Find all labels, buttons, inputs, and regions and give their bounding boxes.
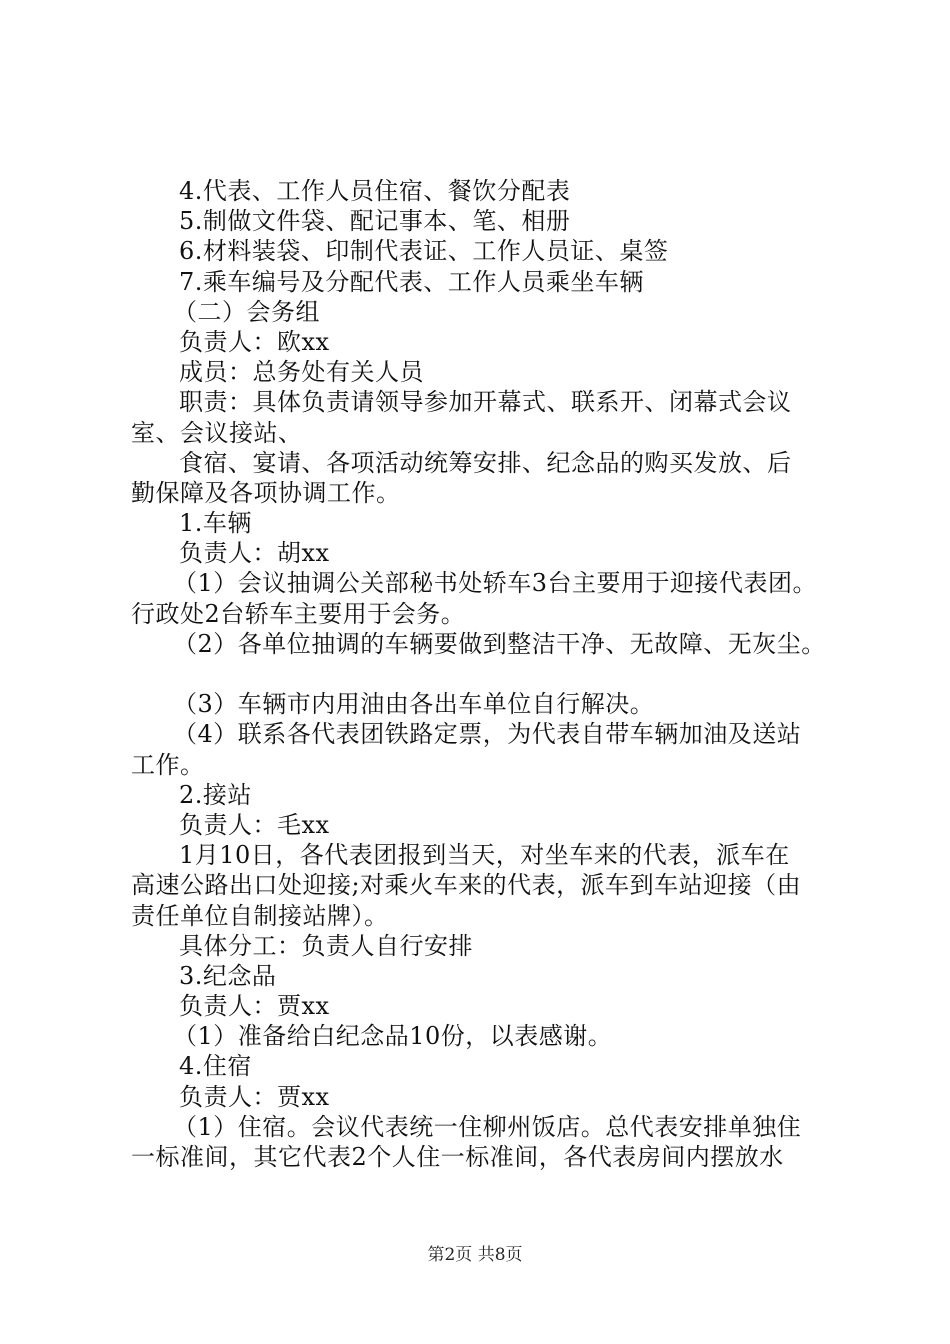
text-line: 室、会议接站、 xyxy=(131,418,303,447)
text-line: 责任单位自制接站牌）。 xyxy=(131,901,389,930)
text-line: （2）各单位抽调的车辆要做到整洁干净、无故障、无灰尘。 xyxy=(173,629,826,658)
text-line: 工作。 xyxy=(131,750,205,779)
text-line: （1）会议抽调公关部秘书处轿车3台主要用于迎接代表团。 xyxy=(173,569,818,598)
text-line: 负责人：贾xx xyxy=(179,1082,330,1111)
text-line: 一标准间，其它代表2个人住一标准间，各代表房间内摆放水 xyxy=(131,1143,784,1171)
text-line: （1）准备给白纪念品10份，以表感谢。 xyxy=(173,1022,613,1051)
subsection-heading: 3.纪念品 xyxy=(179,961,277,990)
text-line: 食宿、宴请、各项活动统筹安排、纪念品的购买发放、后 xyxy=(179,448,792,477)
section-heading: （二）会务组 xyxy=(173,297,320,326)
text-line: （1）住宿。会议代表统一住柳州饭店。总代表安排单独住 xyxy=(173,1112,802,1141)
text-line: （4）联系各代表团铁路定票，为代表自带车辆加油及送站 xyxy=(173,720,802,749)
text-line: 5.制做文件袋、配记事本、笔、相册 xyxy=(179,207,571,236)
text-line: 职责：具体负责请领导参加开幕式、联系开、闭幕式会议 xyxy=(179,388,792,417)
text-line: 具体分工：负责人自行安排 xyxy=(179,931,473,960)
blank-line xyxy=(131,659,851,689)
text-line: 1月10日，各代表团报到当天，对坐车来的代表，派车在 xyxy=(179,841,790,870)
text-line: 负责人：贾xx xyxy=(179,992,330,1021)
text-line: 负责人：毛xx xyxy=(179,810,330,839)
text-line: 高速公路出口处迎接;对乘火车来的代表，派车到车站迎接（由 xyxy=(131,871,802,900)
text-line: 负责人：胡xx xyxy=(179,539,330,568)
text-line: 行政处2台轿车主要用于会务。 xyxy=(131,599,466,628)
page-footer: 第2页 共8页 xyxy=(427,1245,523,1265)
text-line: 7.乘车编号及分配代表、工作人员乘坐车辆 xyxy=(179,267,644,296)
text-line: （3）车辆市内用油由各出车单位自行解决。 xyxy=(173,690,655,719)
text-line: 6.材料装袋、印制代表证、工作人员证、桌签 xyxy=(179,237,669,266)
text-line: 成员：总务处有关人员 xyxy=(179,358,424,387)
text-line: 勤保障及各项协调工作。 xyxy=(131,478,401,507)
subsection-heading: 4.住宿 xyxy=(179,1052,252,1081)
text-line: 4.代表、工作人员住宿、餐饮分配表 xyxy=(179,177,571,205)
subsection-heading: 2.接站 xyxy=(179,780,252,809)
text-line: 负责人：欧xx xyxy=(179,327,330,356)
subsection-heading: 1.车辆 xyxy=(179,509,252,538)
document-body xyxy=(131,176,851,1172)
